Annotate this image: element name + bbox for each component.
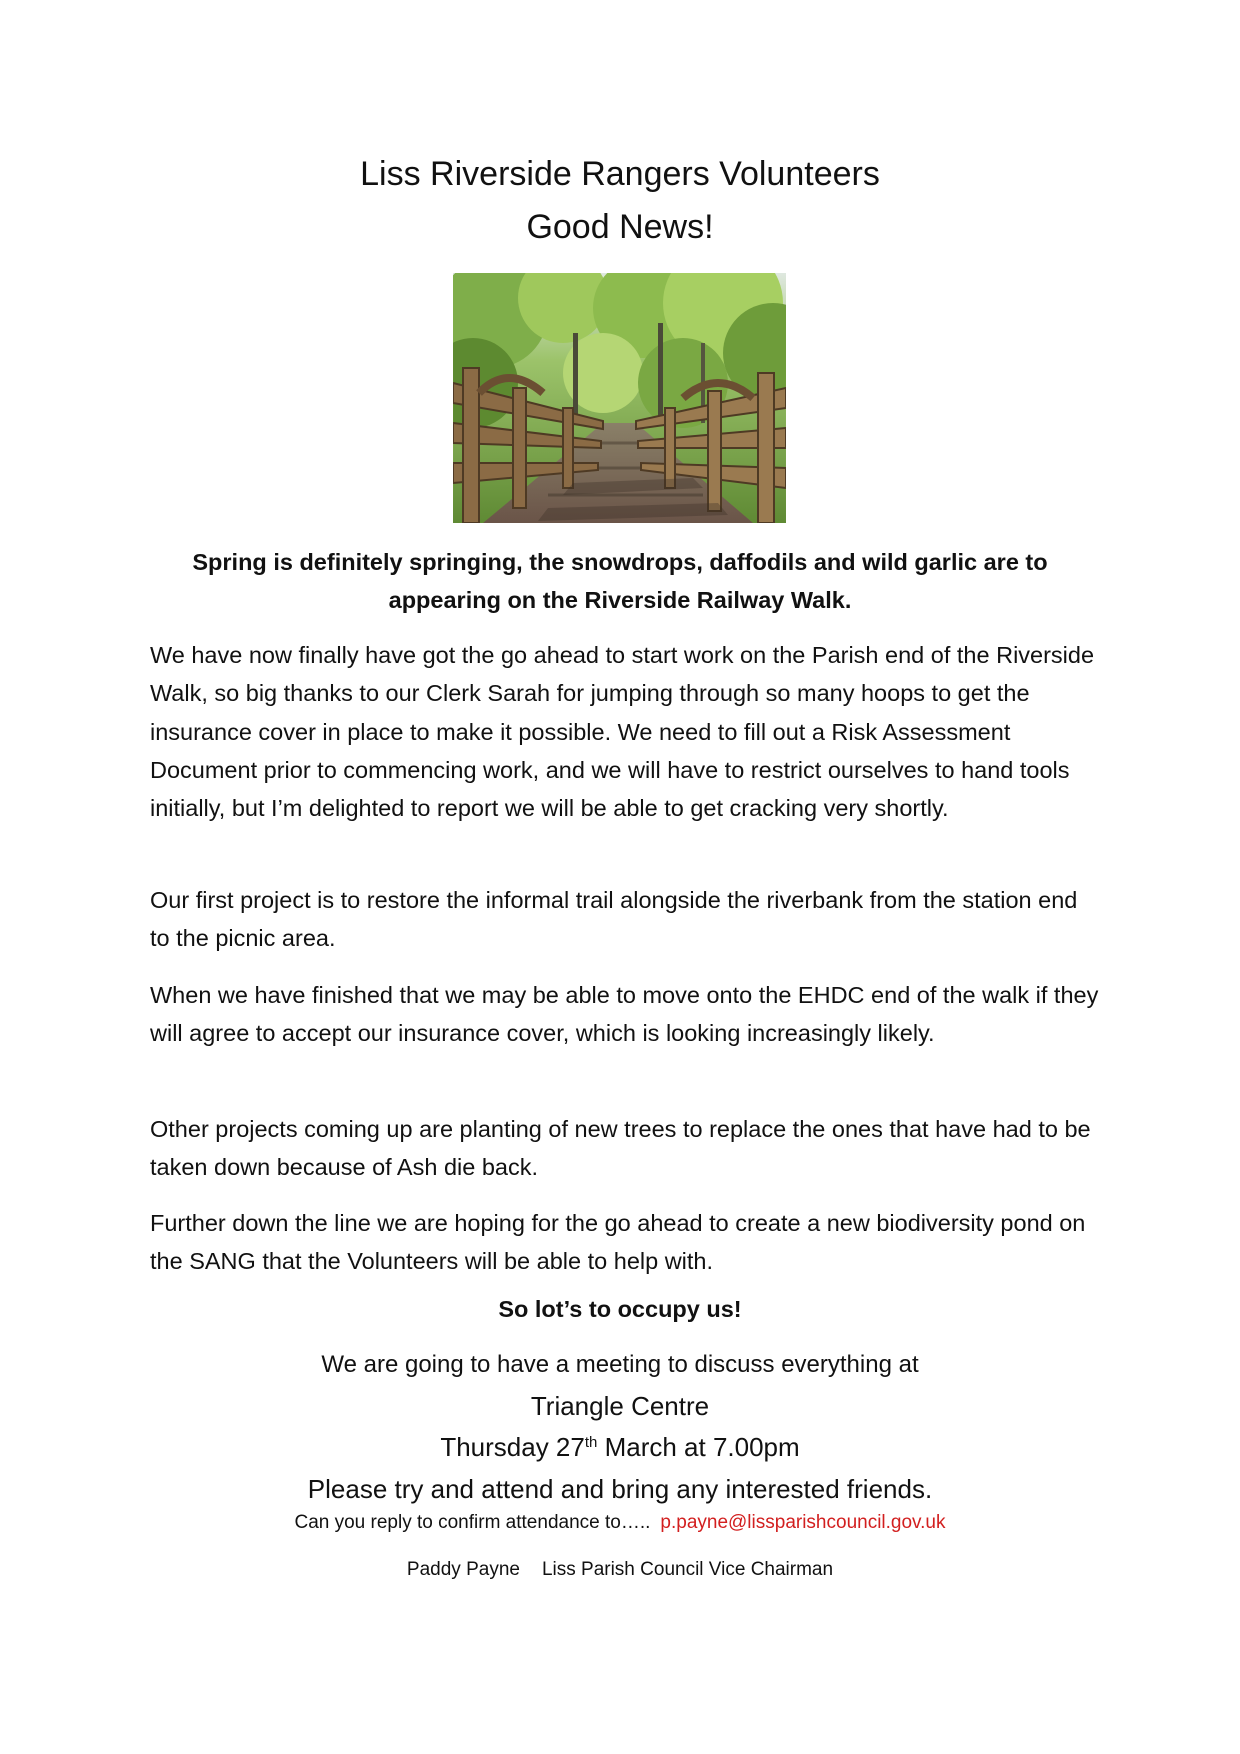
signature-role: Liss Parish Council Vice Chairman: [541, 1559, 834, 1580]
paragraph-go-ahead: We have now finally have got the go ahead to start work on the Parish end of the Riverside Walk, so big thanks to our Clerk Sarah for jumping through so many hoops to get the insurance cover in place to make it possible. We need to fill out a Risk Assessment Document prior to commencing work, and we will have to restrict ourselves to hand tools initially, but I’m delighted to report we will be able to get cracking very shortly.: [150, 642, 1095, 822]
meeting-date-rest: March at 7.00pm: [597, 1432, 800, 1462]
paragraph-first-project: Our first project is to restore the informal trail alongside the riverbank from the station end to the picnic area.: [150, 887, 1078, 952]
attend-request: Please try and attend and bring any interested friends.: [307, 1474, 933, 1504]
reply-line: [0, 1508, 1240, 1538]
meeting-date-day: Thursday 27: [440, 1432, 585, 1462]
reply-email-link[interactable]: p.payne@lissparishcouncil.gov.uk: [660, 1512, 946, 1533]
flyer-title: Liss Riverside Rangers Volunteers: [360, 155, 880, 193]
flyer-subtitle: Good News!: [526, 208, 714, 246]
footbridge-photo: [453, 273, 786, 523]
signature: [0, 1555, 1240, 1585]
intro-highlight: Spring is definitely springing, the snowdrops, daffodils and wild garlic are to appearing on the Riverside Railway Walk.: [192, 549, 1048, 613]
paragraph-biodiversity-pond: Further down the line we are hoping for the go ahead to create a new biodiversity pond on the SANG that the Volunteers will be able to help with.: [150, 1210, 1086, 1275]
occupy-heading: So lot’s to occupy us!: [498, 1296, 742, 1322]
meeting-intro: We are going to have a meeting to discuss everything at: [321, 1351, 919, 1378]
signature-name: Paddy Payne: [406, 1559, 520, 1580]
paragraph-tree-planting: Other projects coming up are planting of new trees to replace the ones that have had to be taken down because of Ash die back.: [150, 1116, 1091, 1181]
reply-text: Can you reply to confirm attendance to…..: [294, 1512, 651, 1533]
meeting-venue: Triangle Centre: [530, 1391, 710, 1421]
paragraph-ehdc-end: When we have finished that we may be able to move onto the EHDC end of the walk if they will agree to accept our insurance cover, which is looking increasingly likely.: [150, 982, 1099, 1047]
meeting-date-suffix: th: [584, 1434, 598, 1451]
meeting-date: [0, 1427, 1240, 1467]
